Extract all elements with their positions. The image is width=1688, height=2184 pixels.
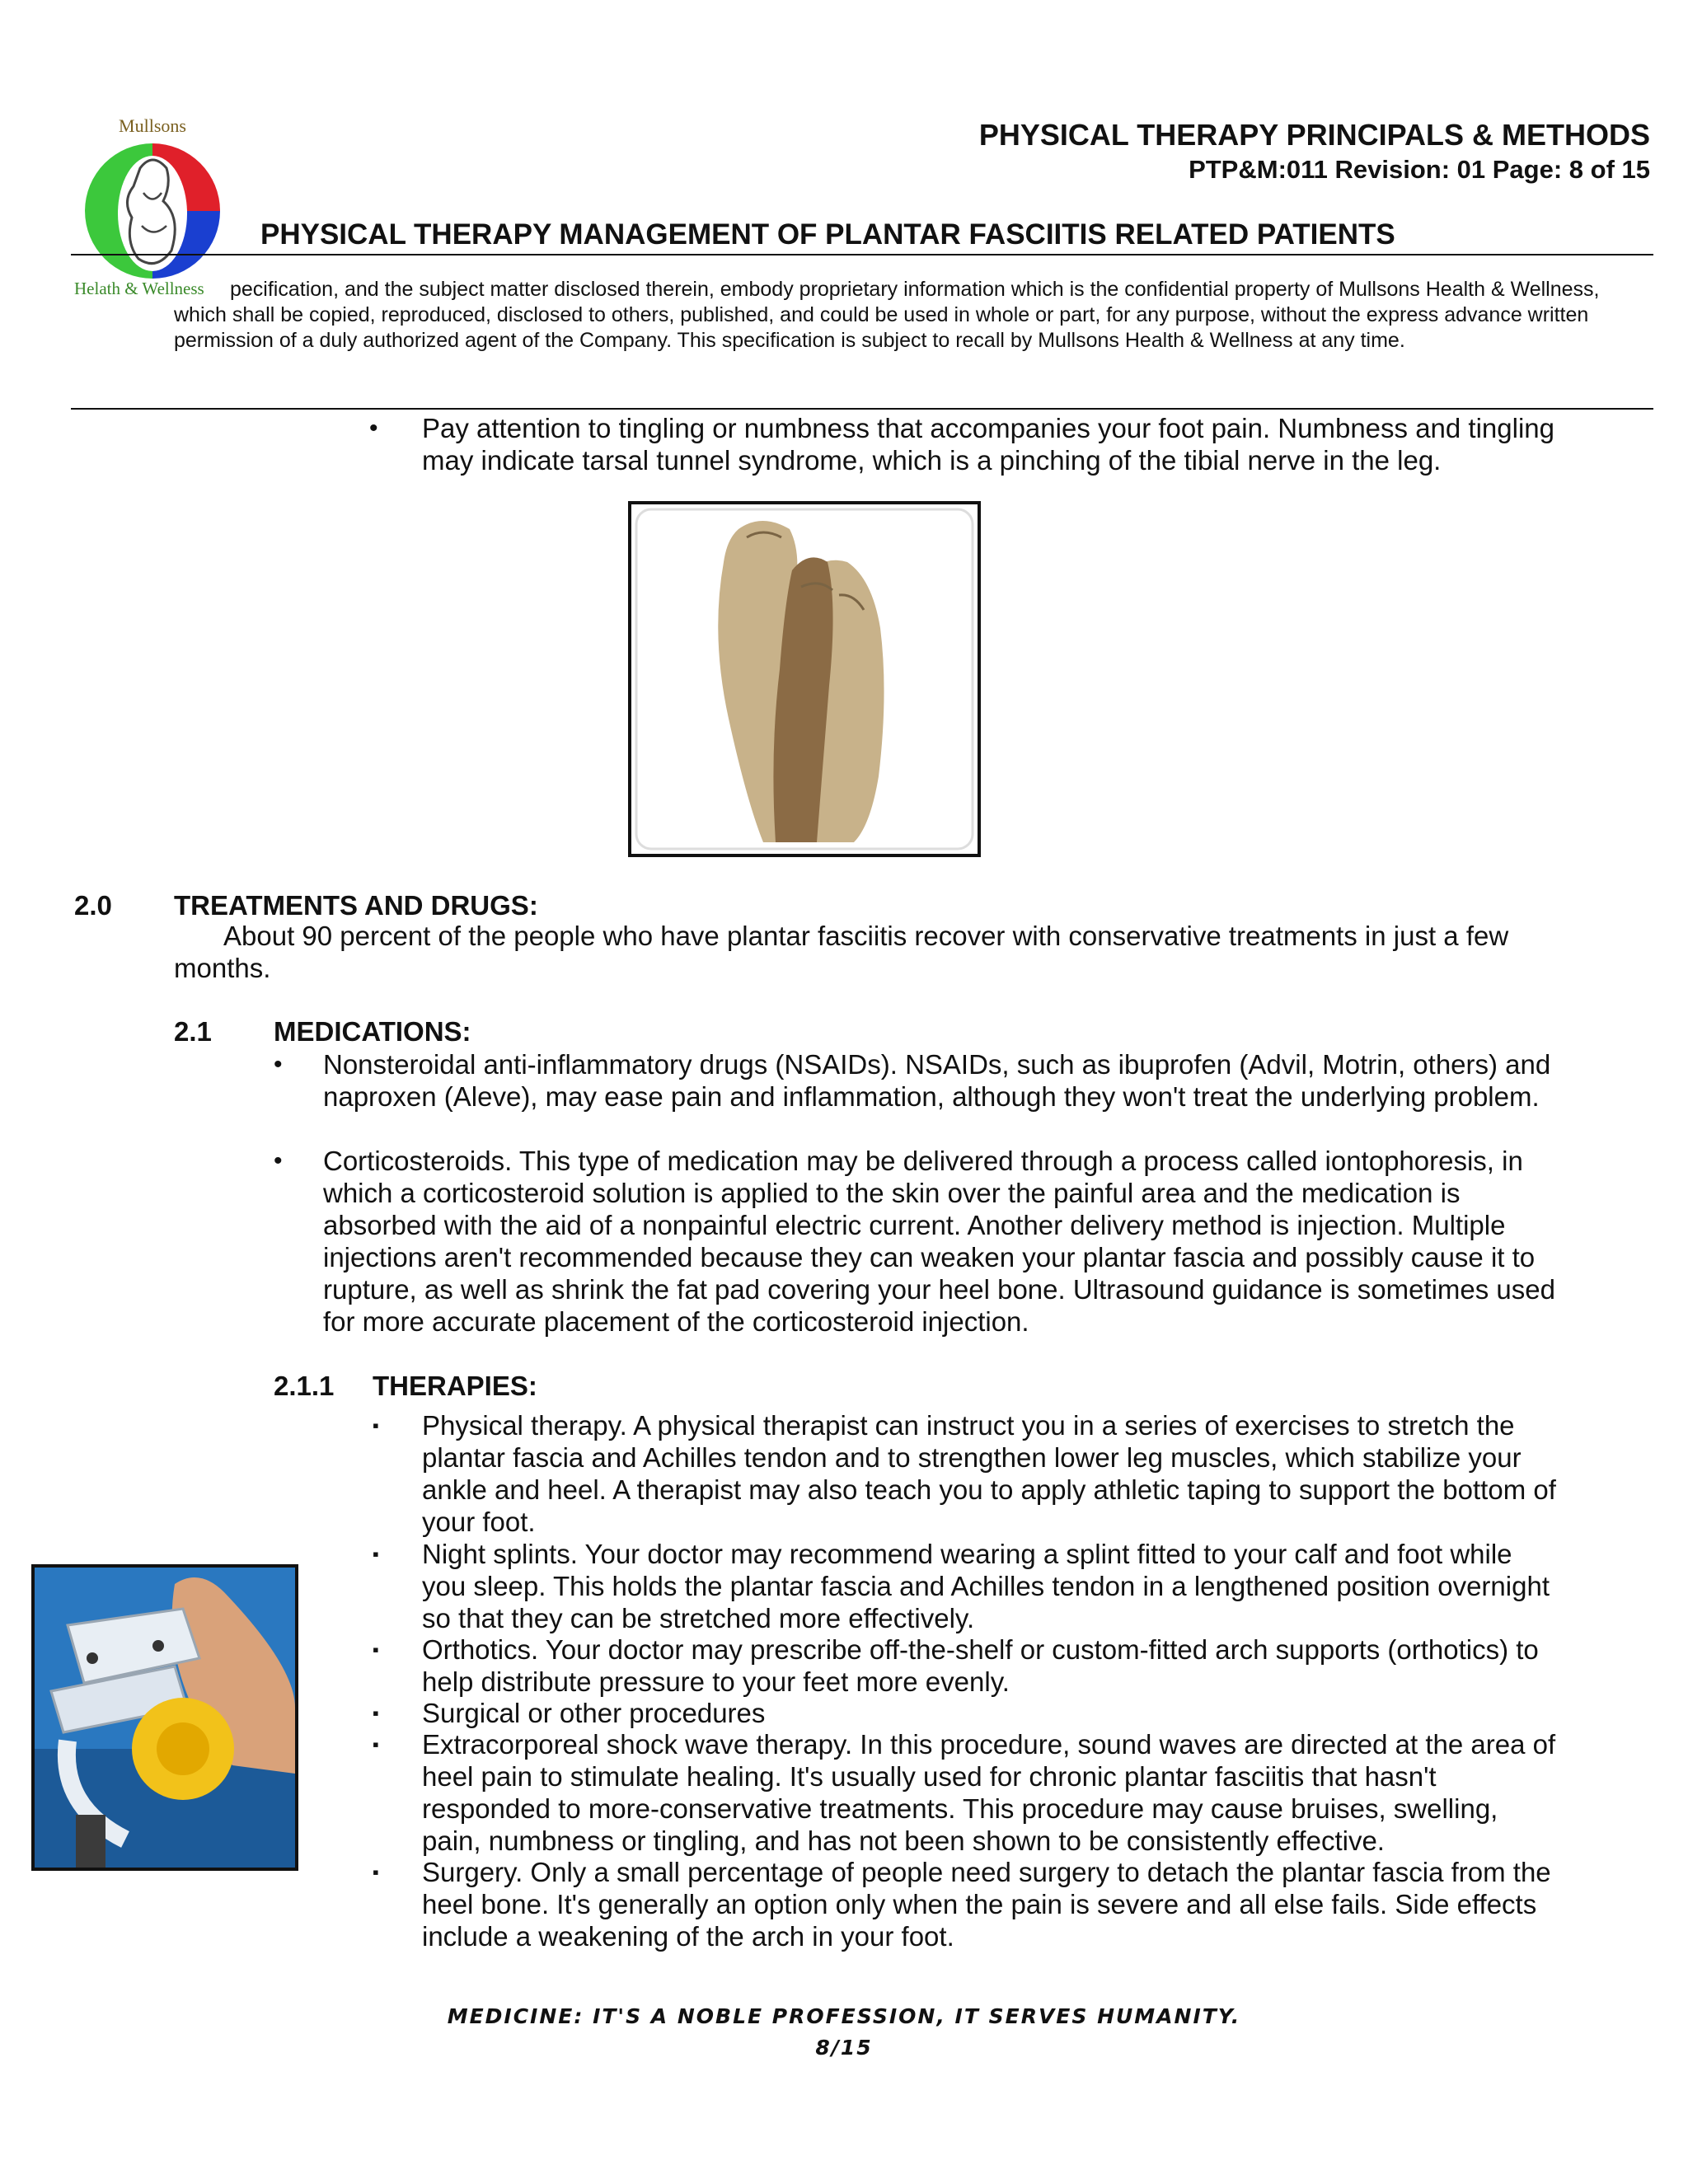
therapy-item <box>373 1697 1559 1729</box>
medication-item <box>274 1145 1559 1338</box>
logo-emblem <box>74 135 231 284</box>
intro-bullet-text: Pay attention to tingling or numbness that accompanies your foot pain. Numbness and tingling may indicate tarsal tunnel syndrome, which is a pinching of the tibial nerve in the leg. <box>422 413 1554 476</box>
section-2-0-heading: TREATMENTS AND DRUGS: <box>174 890 538 921</box>
header-revision: PTP&M:011 Revision: 01 Page: 8 of 15 <box>1189 155 1650 184</box>
medication-item <box>274 1048 1559 1113</box>
shockwave-illustration <box>35 1568 295 1868</box>
section-2-0-text: About 90 percent of the people who have plantar fasciitis recover with conservative treatments in just a few months. <box>174 921 1509 983</box>
therapy-item <box>373 1633 1559 1698</box>
section-2-1-number: 2.1 <box>174 1016 212 1047</box>
header-title: PHYSICAL THERAPY PRINCIPALS & METHODS <box>978 118 1650 152</box>
therapy-item <box>373 1409 1559 1538</box>
foot-image <box>628 501 981 857</box>
header-rule <box>71 254 1653 255</box>
bullet-dot-icon: • <box>369 415 378 442</box>
section-2-1-1-number: 2.1.1 <box>274 1371 335 1401</box>
footer-page-number: 8/15 <box>815 2036 873 2060</box>
company-logo <box>74 115 231 301</box>
bullet-square-icon: ▪ <box>373 1639 379 1660</box>
shockwave-device-image <box>31 1564 298 1871</box>
therapy-text: Orthotics. Your doctor may prescribe off-the-shelf or custom-fitted arch supports (orthotics) to help distribute pressure to your feet more evenly. <box>422 1634 1539 1697</box>
logo-bottom-text: Helath & Wellness <box>74 279 204 298</box>
therapy-text: Extracorporeal shock wave therapy. In this procedure, sound waves are directed at the area of heel pain to stimulate healing. It's usually used for chronic plantar fasciitis that hasn't responded to more-conservative treatments. This procedure may cause bruises, swelling, pain, numbness or tingling, and has not been shown to be consistently effective. <box>422 1729 1556 1856</box>
bullet-square-icon: ▪ <box>373 1415 379 1436</box>
confidentiality-notice: pecification, and the subject matter disclosed therein, embody proprietary information which is the confidential property of Mullsons Health & Wellness, which shall be copied, reproduced, disclosed to others, published, and could be used in whole or part, for any purpose, without the express advance written permission of a duly authorized agent of the Company. This specification is subject to recall by Mullsons Health & Wellness at any time. <box>174 278 1600 352</box>
therapy-item <box>373 1728 1559 1857</box>
bullet-dot-icon: • <box>274 1051 283 1078</box>
medication-text: Corticosteroids. This type of medication may be delivered through a process called iontophoresis, in which a corticosteroid solution is applied to the skin over the painful area and the medication is absorbed with the aid of a nonpainful electric current. Another delivery method is injection. Multiple injections aren't recommended because they can weaken your plantar fascia and possibly cause it to rupture, as well as shrink the fat pad covering your heel bone. Ultrasound guidance is sometimes used for more accurate placement of the corticosteroid injection. <box>323 1146 1555 1337</box>
intro-bullet-item <box>369 412 1581 476</box>
logo-top-text: Mullsons <box>119 115 186 136</box>
footer-motto: MEDICINE: IT'S A NOBLE PROFESSION, IT SERVES HUMANITY. <box>447 2004 1241 2028</box>
therapy-text: Surgical or other procedures <box>422 1698 766 1728</box>
bullet-square-icon: ▪ <box>373 1862 379 1882</box>
document-title: PHYSICAL THERAPY MANAGEMENT OF PLANTAR FASCIITIS RELATED PATIENTS <box>260 218 1395 251</box>
section-2-1-heading: MEDICATIONS: <box>274 1016 471 1047</box>
section-2-0-number: 2.0 <box>74 890 112 921</box>
section-2-1-1-heading: THERAPIES: <box>373 1371 537 1401</box>
therapy-text: Surgery. Only a small percentage of people need surgery to detach the plantar fascia from the heel bone. It's generally an option only when the pain is severe and all else fails. Side effects include a weakening of the arch in your foot. <box>422 1857 1551 1952</box>
foot-illustration <box>631 504 978 854</box>
bullet-square-icon: ▪ <box>373 1734 379 1755</box>
therapy-item <box>373 1538 1559 1634</box>
therapy-text: Physical therapy. A physical therapist can instruct you in a series of exercises to stretch the plantar fascia and Achilles tendon and to strengthen lower leg muscles, which stabilize your ankle and heel. A therapist may also teach you to apply athletic taping to support the bottom of your foot. <box>422 1410 1556 1537</box>
therapy-text: Night splints. Your doctor may recommend wearing a splint fitted to your calf and foot while you sleep. This holds the plantar fascia and Achilles tendon in a lengthened position overnight so that they can be stretched more effectively. <box>422 1539 1550 1633</box>
bullet-square-icon: ▪ <box>373 1544 379 1564</box>
bullet-dot-icon: • <box>274 1147 283 1174</box>
therapy-item <box>373 1856 1559 1952</box>
notice-rule <box>71 408 1653 410</box>
medication-text: Nonsteroidal anti-inflammatory drugs (NSAIDs). NSAIDs, such as ibuprofen (Advil, Motrin, others) and naproxen (Aleve), may ease pain and inflammation, although they won't treat the underlying problem. <box>323 1049 1551 1112</box>
bullet-square-icon: ▪ <box>373 1703 379 1723</box>
